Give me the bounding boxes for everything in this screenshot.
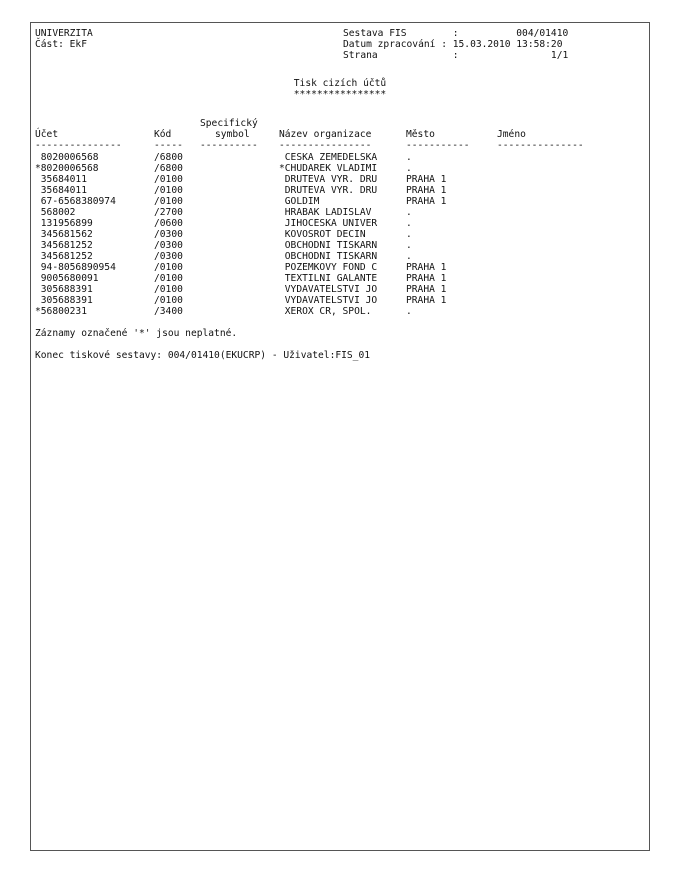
cell-ucet: 345681252: [35, 251, 93, 262]
table-row: [35, 152, 412, 163]
column-divider: [35, 140, 584, 151]
report-end-line: Konec tiskové sestavy: 004/01410(EKUCRP) - Uživatel:FIS_01: [35, 350, 371, 361]
column-header: [35, 129, 526, 140]
cell-mesto: PRAHA 1: [406, 284, 447, 295]
cell-ucet: 35684011: [35, 174, 87, 185]
cell-nazev: GOLDIM: [279, 196, 320, 207]
cell-ucet: 345681562: [35, 229, 93, 240]
cell-ucet: *56800231: [35, 306, 87, 317]
cell-ucet: 67-6568380974: [35, 196, 116, 207]
cell-kod: /6800: [154, 163, 183, 174]
cell-mesto: .: [406, 207, 412, 218]
org-part: Část: EkF: [35, 39, 87, 50]
report-id-line: Sestava FIS : 004/01410: [343, 28, 569, 39]
cell-ucet: 305688391: [35, 295, 93, 306]
divider-ucet: ---------------: [35, 140, 122, 151]
cell-nazev: HRABAK LADISLAV: [279, 207, 372, 218]
table-row: [35, 174, 447, 185]
cell-kod: /0100: [154, 262, 183, 273]
cell-mesto: PRAHA 1: [406, 262, 447, 273]
cell-kod: /3400: [154, 306, 183, 317]
table-row: [35, 295, 447, 306]
cell-kod: /0100: [154, 273, 183, 284]
column-header-top: [35, 118, 258, 129]
cell-mesto: PRAHA 1: [406, 174, 447, 185]
col-symbol: symbol: [215, 129, 250, 140]
cell-mesto: .: [406, 152, 412, 163]
cell-mesto: .: [406, 163, 412, 174]
cell-mesto: .: [406, 251, 412, 262]
page-number-line: Strana : 1/1: [343, 50, 569, 61]
invalid-records-note: Záznamy označené '*' jsou neplatné.: [35, 328, 238, 339]
cell-mesto: .: [406, 218, 412, 229]
table-row: [35, 207, 412, 218]
report-page: [30, 22, 650, 851]
cell-nazev: VYDAVATELSTVI JO: [279, 284, 378, 295]
cell-ucet: *8020006568: [35, 163, 99, 174]
cell-mesto: PRAHA 1: [406, 196, 447, 207]
cell-nazev: DRUTEVA VYR. DRU: [279, 174, 378, 185]
table-row: [35, 262, 447, 273]
cell-kod: /0100: [154, 196, 183, 207]
cell-ucet: 8020006568: [35, 152, 99, 163]
divider-nazev: ----------------: [279, 140, 372, 151]
cell-mesto: .: [406, 240, 412, 251]
cell-ucet: 35684011: [35, 185, 87, 196]
cell-kod: /0100: [154, 295, 183, 306]
cell-nazev: OBCHODNI TISKARN: [279, 251, 378, 262]
cell-kod: /0100: [154, 174, 183, 185]
cell-mesto: .: [406, 306, 412, 317]
report-title: Tisk cizích účtů: [293, 78, 387, 89]
table-row: [35, 218, 412, 229]
cell-mesto: PRAHA 1: [406, 273, 447, 284]
cell-ucet: 9005680091: [35, 273, 99, 284]
table-row: [35, 284, 447, 295]
cell-ucet: 94-8056890954: [35, 262, 116, 273]
divider-kod: -----: [154, 140, 183, 151]
org-name: UNIVERZITA: [35, 28, 93, 39]
cell-ucet: 345681252: [35, 240, 93, 251]
table-row: [35, 240, 412, 251]
cell-ucet: 305688391: [35, 284, 93, 295]
col-nazev: Název organizace: [279, 129, 372, 140]
cell-nazev: POZEMKOVY FOND C: [279, 262, 378, 273]
cell-mesto: PRAHA 1: [406, 185, 447, 196]
cell-nazev: XEROX CR, SPOL.: [279, 306, 372, 317]
cell-nazev: DRUTEVA VYR. DRU: [279, 185, 378, 196]
cell-ucet: 131956899: [35, 218, 93, 229]
cell-kod: /2700: [154, 207, 183, 218]
col-jmeno: Jméno: [497, 129, 526, 140]
divider-jmeno: ---------------: [497, 140, 584, 151]
divider-symbol: ----------: [200, 140, 258, 151]
cell-kod: /0300: [154, 229, 183, 240]
title-underline: ****************: [293, 89, 387, 100]
cell-nazev: VYDAVATELSTVI JO: [279, 295, 378, 306]
cell-nazev: OBCHODNI TISKARN: [279, 240, 378, 251]
table-row: [35, 163, 412, 174]
cell-kod: /6800: [154, 152, 183, 163]
cell-kod: /0300: [154, 251, 183, 262]
cell-kod: /0600: [154, 218, 183, 229]
col-specific-label: Specifický: [200, 118, 258, 129]
cell-nazev: KOVOSROT DECIN: [279, 229, 366, 240]
processing-date-line: Datum zpracování : 15.03.2010 13:58:20: [343, 39, 563, 50]
cell-kod: /0300: [154, 240, 183, 251]
cell-nazev: JIHOCESKA UNIVER: [279, 218, 378, 229]
table-row: [35, 306, 412, 317]
col-ucet: Účet: [35, 129, 59, 140]
col-mesto: Město: [406, 129, 435, 140]
divider-mesto: -----------: [406, 140, 470, 151]
table-row: [35, 251, 412, 262]
table-row: [35, 229, 412, 240]
table-row: [35, 196, 447, 207]
cell-kod: /0100: [154, 284, 183, 295]
col-kod: Kód: [154, 129, 172, 140]
cell-nazev: *CHUDAREK VLADIMI: [279, 163, 378, 174]
table-row: [35, 273, 447, 284]
table-row: [35, 185, 447, 196]
cell-mesto: PRAHA 1: [406, 295, 447, 306]
cell-nazev: CESKA ZEMEDELSKA: [279, 152, 378, 163]
cell-nazev: TEXTILNI GALANTE: [279, 273, 378, 284]
cell-ucet: 568002: [35, 207, 76, 218]
cell-kod: /0100: [154, 185, 183, 196]
cell-mesto: .: [406, 229, 412, 240]
